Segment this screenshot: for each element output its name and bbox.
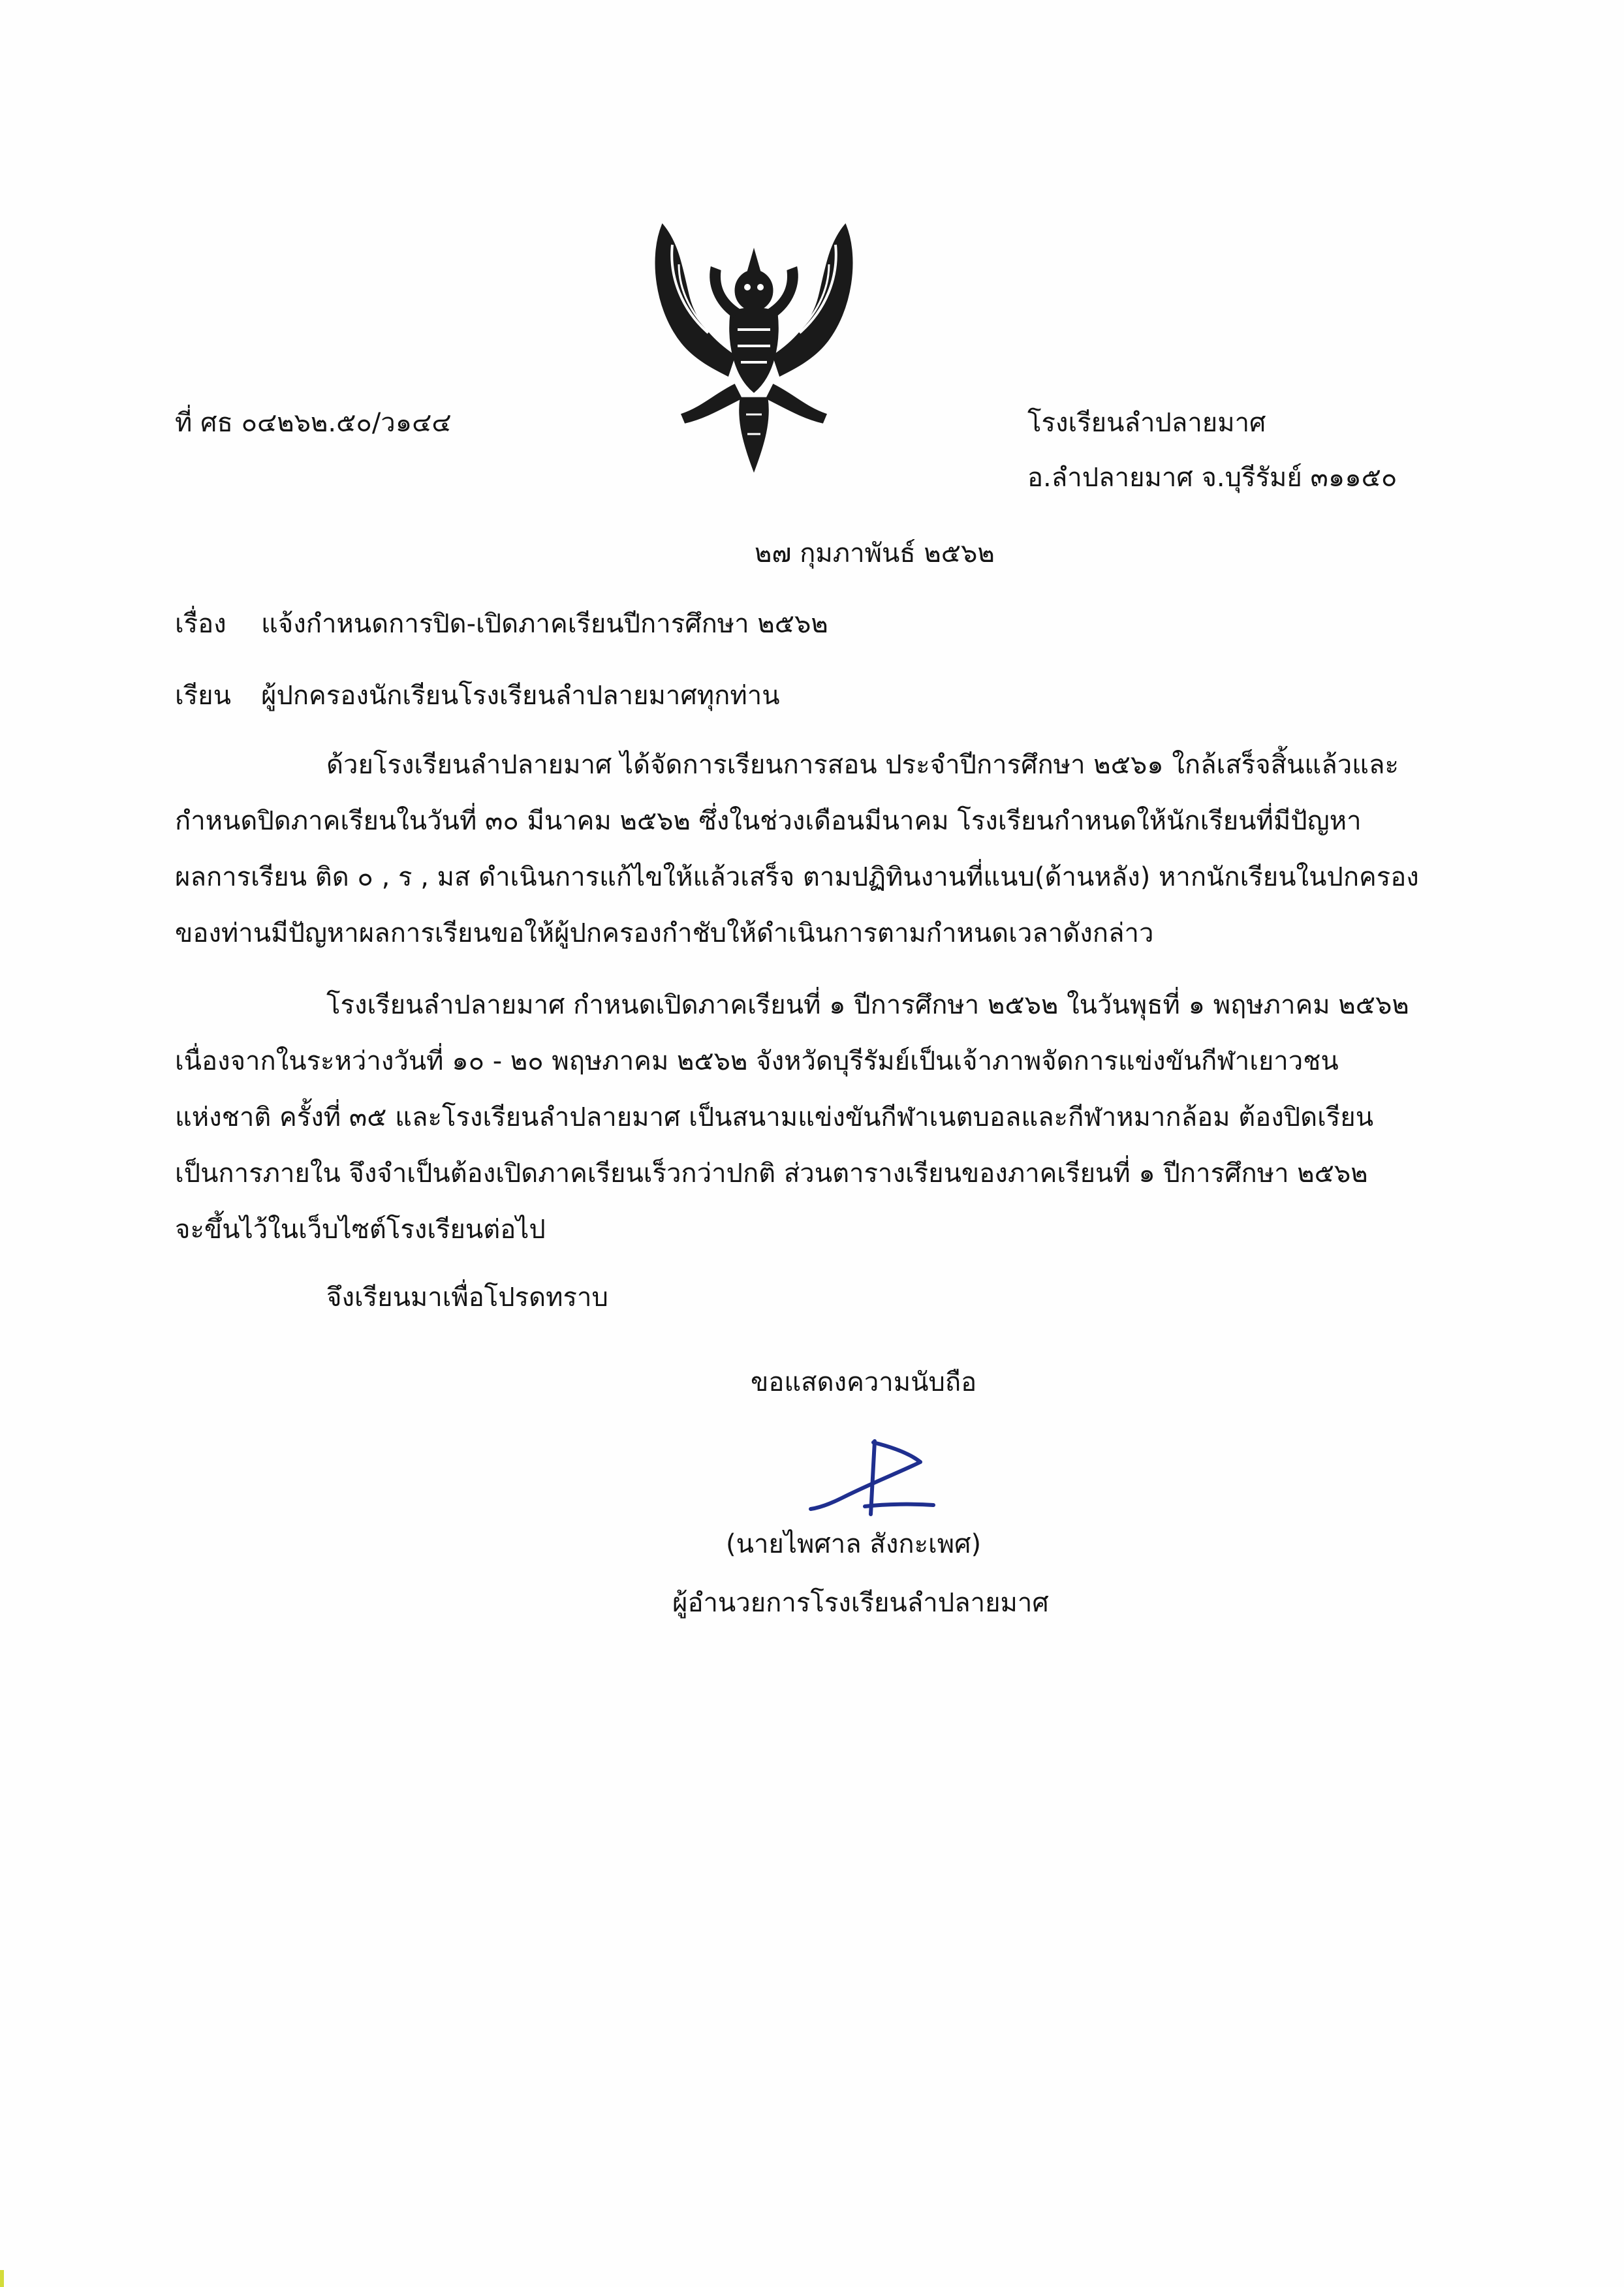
subject-label: เรื่อง: [175, 609, 226, 639]
scan-edge-mark: [0, 2270, 4, 2287]
recipient-text: ผู้ปกครองนักเรียนโรงเรียนลำปลายมาศทุกท่าน: [261, 681, 780, 711]
paragraph2-line: เป็นการภายใน จึงจำเป็นต้องเปิดภาคเรียนเร็วกว่าปกติ ส่วนตารางเรียนของภาคเรียนที่ ๑ ปีการศึกษา ๒๕๖๒: [175, 1159, 1368, 1189]
closing-phrase: จึงเรียนมาเพื่อโปรดทราบ: [326, 1283, 608, 1313]
subject-row: [175, 604, 828, 644]
paragraph1-line: ของท่านมีปัญหาผลการเรียนขอให้ผู้ปกครองกำชับให้ดำเนินการตามกำหนดเวลาดังกล่าว: [175, 918, 1154, 948]
signer-title: ผู้อำนวยการโรงเรียนลำปลายมาศ: [672, 1588, 1049, 1618]
paragraph2-line: เนื่องจากในระหว่างวันที่ ๑๐ - ๒๐ พฤษภาคม ๒๕๖๒ จังหวัดบุรีรัมย์เป็นเจ้าภาพจัดการแข่งขันกีฬาเยาวชน: [175, 1046, 1339, 1076]
handwritten-signature-icon: [803, 1436, 940, 1521]
signer-name: (นายไพศาล สังกะเพศ): [726, 1529, 982, 1559]
paragraph1-line: ผลการเรียน ติด ๐ , ร , มส ดำเนินการแก้ไขให้แล้วเสร็จ ตามปฏิทินงานที่แนบ(ด้านหลัง) หากนักเรียนในปกครอง: [175, 862, 1419, 892]
paragraph2-line: จะขึ้นไว้ในเว็บไซต์โรงเรียนต่อไป: [175, 1215, 546, 1245]
document-number: ที่ ศธ ๐๔๒๖๒.๕๐/ว๑๔๔: [175, 408, 452, 438]
garuda-emblem-icon: [643, 219, 865, 473]
paragraph1-line: ด้วยโรงเรียนลำปลายมาศ ได้จัดการเรียนการสอน ประจำปีการศึกษา ๒๕๖๑ ใกล้เสร็จสิ้นแล้วและ: [326, 750, 1399, 780]
letter-date: ๒๗ กุมภาพันธ์ ๒๕๖๒: [755, 538, 995, 568]
recipient-label: เรียน: [175, 681, 231, 711]
regards-text: ขอแสดงความนับถือ: [751, 1367, 977, 1397]
school-name: โรงเรียนลำปลายมาศ: [1027, 408, 1266, 438]
school-address: อ.ลำปลายมาศ จ.บุรีรัมย์ ๓๑๑๕๐: [1027, 463, 1398, 493]
paragraph2-line: แห่งชาติ ครั้งที่ ๓๕ และโรงเรียนลำปลายมาศ เป็นสนามแข่งขันกีฬาเนตบอลและกีฬาหมากล้อม ต้องปิดเรียน: [175, 1102, 1374, 1132]
subject-text: แจ้งกำหนดการปิด-เปิดภาคเรียนปีการศึกษา ๒๕๖๒: [261, 609, 828, 639]
paragraph1-line: กำหนดปิดภาคเรียนในวันที่ ๓๐ มีนาคม ๒๕๖๒ ซึ่งในช่วงเดือนมีนาคม โรงเรียนกำหนดให้นักเรียนที่มีปัญหา: [175, 806, 1362, 836]
recipient-row: [175, 676, 780, 715]
paragraph2-line: โรงเรียนลำปลายมาศ กำหนดเปิดภาคเรียนที่ ๑ ปีการศึกษา ๒๕๖๒ ในวันพุธที่ ๑ พฤษภาคม ๒๕๖๒: [326, 990, 1409, 1020]
